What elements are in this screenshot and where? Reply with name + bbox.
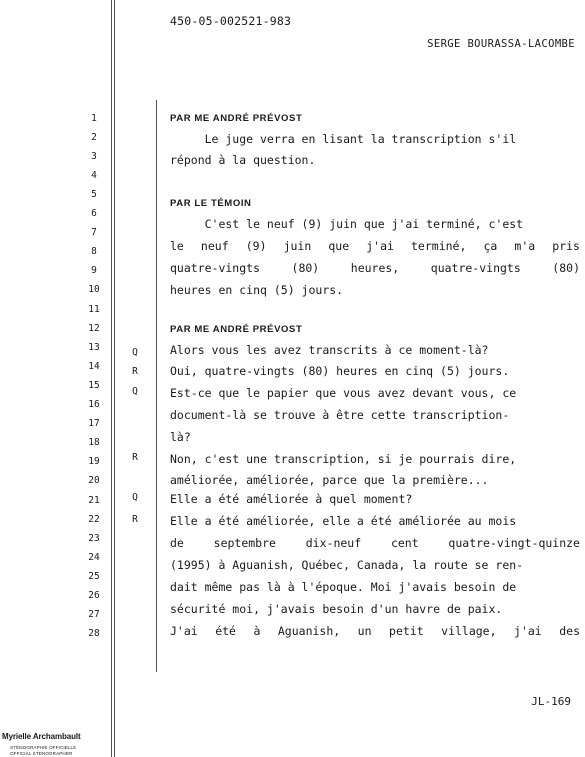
line-number: 5 [91, 189, 97, 200]
line-number: 19 [88, 456, 100, 467]
line-number: 28 [88, 628, 100, 639]
question-marker: Q [132, 492, 138, 503]
line-number: 3 [91, 151, 97, 162]
witness-name: SERGE BOURASSA-LACOMBE [427, 38, 575, 50]
transcript-line: Est-ce que le papier que vous avez devant vous, ce [170, 386, 517, 400]
transcript-line: Le juge verra en lisant la transcription s'il [170, 132, 517, 146]
transcript-line: Elle a été améliorée, elle a été améliorée au mois [170, 514, 517, 528]
transcript-line: répond à la question. [170, 153, 316, 167]
transcript-line: Oui, quatre-vingts (80) heures en cinq (5) jours. [170, 364, 510, 378]
section-heading: PAR ME ANDRÉ PRÉVOST [170, 113, 303, 124]
line-number: 25 [88, 571, 100, 582]
line-number: 9 [91, 265, 97, 276]
line-number: 4 [91, 170, 97, 181]
transcript-line: C'est le neuf (9) juin que j'ai terminé, c'est [170, 217, 524, 231]
line-number: 24 [88, 552, 100, 563]
transcript-line: le neuf (9) juin que j'ai terminé, ça m'a pris [170, 239, 580, 253]
line-number: 22 [88, 514, 100, 525]
transcript-line: document-là se trouve à être cette transcription- [170, 408, 510, 422]
line-number: 27 [88, 609, 100, 620]
transcript-line: améliorée, améliorée, parce que la première... [170, 473, 489, 487]
line-number: 1 [91, 113, 97, 124]
line-number: 6 [91, 208, 97, 219]
left-margin-rule-inner [114, 0, 115, 757]
transcript-line: Alors vous les avez transcrits à ce moment-là? [170, 343, 489, 357]
question-marker: Q [132, 347, 138, 358]
line-number: 12 [88, 323, 100, 334]
transcript-line: sécurité moi, j'avais besoin d'un havre de paix. [170, 602, 503, 616]
transcript-line: de septembre dix-neuf cent quatre-vingt-quinze [170, 536, 580, 550]
line-number: 13 [88, 342, 100, 353]
line-number: 18 [88, 437, 100, 448]
transcript-line: Elle a été améliorée à quel moment? [170, 492, 413, 506]
line-number: 17 [88, 418, 100, 429]
transcript-line: (1995) à Aguanish, Québec, Canada, la route se ren- [170, 558, 524, 572]
transcript-line: J'ai été à Aguanish, un petit village, j'ai des [170, 624, 580, 638]
response-marker: R [132, 514, 138, 525]
stenographer-name: Myrielle Archambault [2, 732, 81, 741]
question-marker: Q [132, 386, 138, 397]
file-number: 450-05-002521-983 [170, 14, 292, 28]
response-marker: R [132, 366, 138, 377]
line-number: 20 [88, 475, 100, 486]
line-number: 11 [88, 304, 100, 315]
line-number: 14 [88, 361, 100, 372]
line-number: 2 [91, 132, 97, 143]
text-margin-rule [156, 100, 157, 672]
line-number: 26 [88, 590, 100, 601]
stenographer-title-en: OFFICIAL STENOGRAPHER [10, 751, 73, 756]
line-number: 7 [91, 227, 97, 238]
section-heading: PAR ME ANDRÉ PRÉVOST [170, 324, 303, 335]
transcript-line: Non, c'est une transcription, si je pourrais dire, [170, 452, 517, 466]
section-heading: PAR LE TÉMOIN [170, 198, 252, 209]
transcript-line: là? [170, 430, 191, 444]
line-number: 10 [88, 284, 100, 295]
line-number: 16 [88, 399, 100, 410]
stenographer-title-fr: STÉNOGRAPHIE OFFICIELLE [10, 745, 77, 750]
transcript-line: dait même pas là à l'époque. Moi j'avais besoin de [170, 580, 517, 594]
line-number: 15 [88, 380, 100, 391]
response-marker: R [132, 452, 138, 463]
page-code: JL-169 [531, 695, 571, 708]
transcript-line: heures en cinq (5) jours. [170, 283, 344, 297]
left-margin-rule [111, 0, 112, 757]
line-number: 23 [88, 533, 100, 544]
line-number: 8 [91, 246, 97, 257]
transcript-line: quatre-vingts (80) heures, quatre-vingts (80) [170, 261, 580, 275]
line-number: 21 [88, 495, 100, 506]
